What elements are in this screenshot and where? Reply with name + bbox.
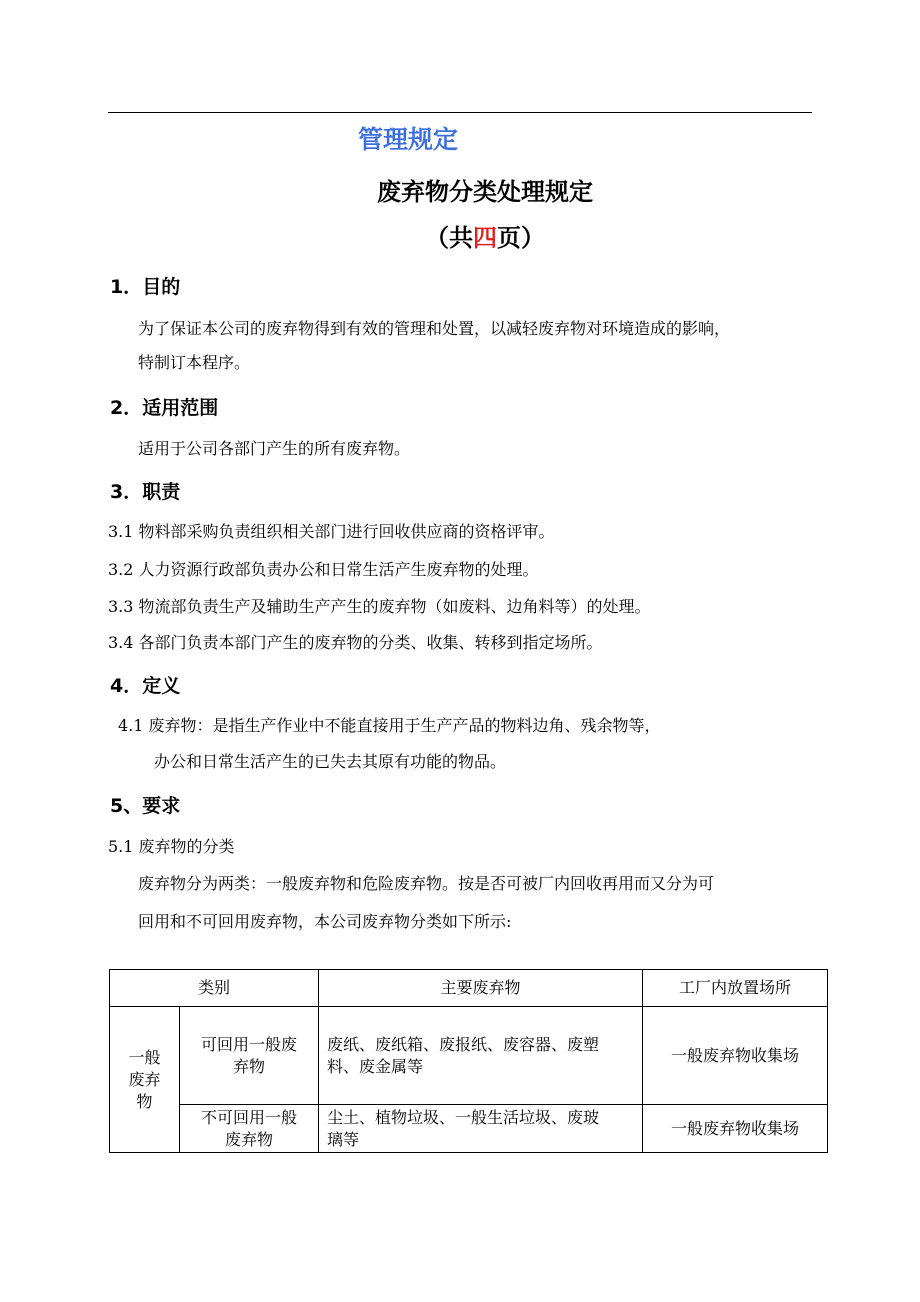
section-2-text: 适用于公司各部门产生的所有废弃物。 [138, 439, 411, 458]
items-line: 璃等 [327, 1129, 360, 1149]
items-line: 尘土、植物垃圾、一般生活垃圾、废玻 [327, 1107, 600, 1127]
table-items-cell [319, 1105, 643, 1153]
brand-label: 管理规定 [358, 125, 459, 154]
section-1-heading: 1．目的 [110, 276, 181, 298]
section-5-text-line2: 回用和不可回用废弃物，本公司废弃物分类如下所示: [138, 912, 512, 931]
items-line: 废纸、废纸箱、废报纸、废容器、废塑 [327, 1034, 600, 1054]
section-1-text-line2: 特制订本程序。 [138, 353, 251, 372]
group-label-line: 一般 [128, 1047, 161, 1067]
page-count-suffix: 页） [497, 224, 545, 252]
page-count-prefix: （共 [425, 224, 473, 252]
table-row [110, 1007, 828, 1105]
table-group-cell [110, 1007, 180, 1153]
section-3-item: 3.3 物流部负责生产及辅助生产产生的废弃物（如废料、边角料等）的处理。 [108, 597, 651, 616]
page-count-number: 四 [473, 224, 497, 252]
type-line: 不可回用一般 [200, 1107, 297, 1127]
document-title: 废弃物分类处理规定 [377, 178, 593, 206]
table-header-cell: 主要废弃物 [319, 970, 643, 1007]
table-place-cell: 一般废弃物收集场 [643, 1105, 828, 1153]
type-line: 弃物 [232, 1056, 265, 1076]
table-type-cell [180, 1007, 319, 1105]
waste-classification-table [109, 969, 828, 1153]
page-count [0, 218, 920, 253]
section-3-item: 3.4 各部门负责本部门产生的废弃物的分类、收集、转移到指定场所。 [108, 633, 603, 652]
section-5-text-line1: 废弃物分为两类：一般废弃物和危险废弃物。按是否可被厂内回收再用而又分为可 [138, 874, 715, 893]
table-row [110, 1105, 828, 1153]
section-4-text-line2: 办公和日常生活产生的已失去其原有功能的物品。 [154, 752, 507, 771]
section-4-heading: 4．定义 [110, 675, 181, 697]
section-1-text-line1: 为了保证本公司的废弃物得到有效的管理和处置，以减轻废弃物对环境造成的影响， [138, 319, 731, 338]
section-5-heading: 5、要求 [110, 795, 181, 817]
section-3-item: 3.2 人力资源行政部负责办公和日常生活产生废弃物的处理。 [108, 560, 539, 579]
items-line: 料、废金属等 [327, 1056, 424, 1076]
section-3-heading: 3．职责 [110, 481, 181, 503]
type-line: 可回用一般废 [200, 1034, 297, 1054]
section-2-heading: 2．适用范围 [110, 397, 219, 419]
section-3-item: 3.1 物料部采购负责组织相关部门进行回收供应商的资格评审。 [108, 522, 555, 541]
table-items-cell [319, 1007, 643, 1105]
table-type-cell [180, 1105, 319, 1153]
header-rule [108, 112, 812, 113]
group-label-line: 物 [136, 1091, 153, 1111]
table-header-cell: 类别 [110, 970, 319, 1007]
table-header-row [110, 970, 828, 1007]
group-label-line: 废弃 [128, 1069, 161, 1089]
section-5-subheading: 5.1 废弃物的分类 [108, 837, 235, 856]
type-line: 废弃物 [224, 1129, 273, 1149]
table-place-cell: 一般废弃物收集场 [643, 1007, 828, 1105]
table-header-cell: 工厂内放置场所 [643, 970, 828, 1007]
section-4-text-line1: 4.1 废弃物：是指生产作业中不能直接用于生产产品的物料边角、残余物等， [118, 716, 661, 735]
